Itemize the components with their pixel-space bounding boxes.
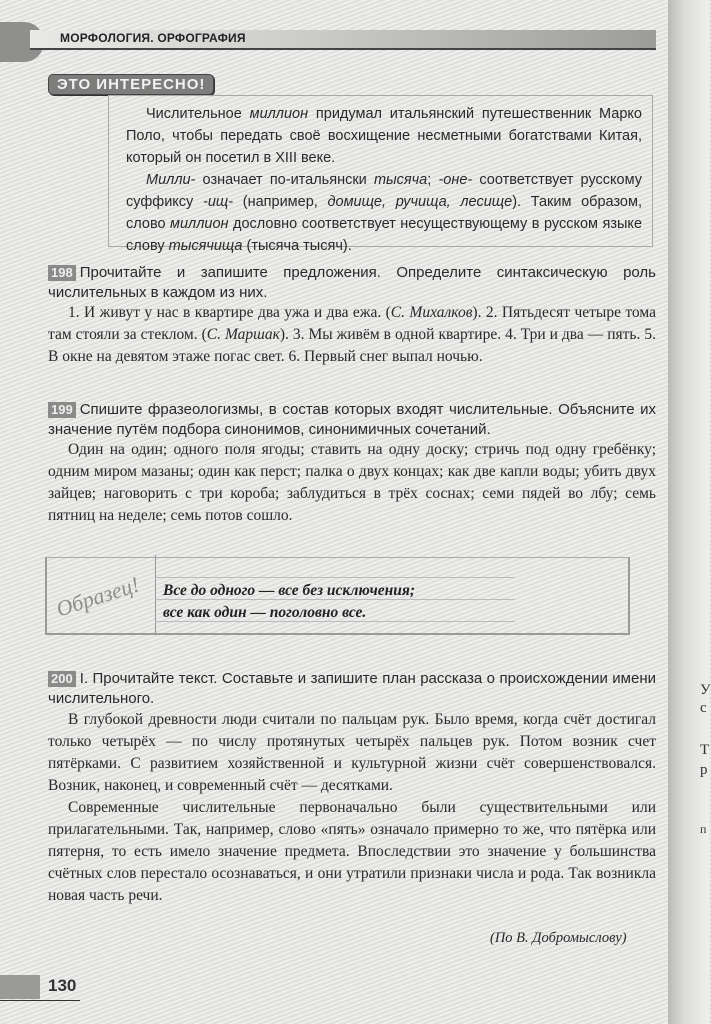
italic-text: миллион [249, 106, 309, 122]
sample-line-2: все как один — поголовно все. [163, 604, 367, 621]
italic-text: С. Михалков [390, 304, 473, 321]
exercise-task: Прочитайте и запишите предложения. Определите синтаксическую роль числительных в каждом из них. [48, 264, 656, 301]
sample-label: Образец! [53, 571, 143, 622]
text: 1. И живут у нас в квартире два ужа и два ежа. ( [68, 304, 391, 321]
next-page-fragment: У [700, 682, 711, 698]
text: ). 3. Мы живём в одной квартире. 4. Три и два — пять. 5. В окне на девятом этаже погас свет. 6. Первый снег выпал ночью. [48, 326, 656, 365]
italic-text: тысячища [168, 238, 243, 254]
sample-line-1: Все до одного — все без исключения; [163, 582, 415, 599]
paragraph [48, 439, 656, 527]
italic-text: миллион [170, 216, 229, 232]
italic-text: Милли- [146, 172, 196, 188]
paragraph [48, 709, 656, 797]
page-rule [0, 1000, 80, 1001]
text: Современные числительные первоначально были существительными или прилагательными. Так, например, слово «пять» означало примерно то же, что пятёрка или пятерня, то есть имело значение предмета. Впоследствии это значение у большинства счётных слов перестало осознаваться, и они утратили признаки числа и рода. Так возникла новая часть речи. [48, 799, 656, 904]
exercise-200 [48, 669, 656, 709]
exercise-198 [48, 263, 656, 303]
paragraph [126, 169, 642, 257]
exercise-199-text [48, 439, 656, 527]
text: ; [427, 172, 439, 188]
page-tab [0, 975, 40, 999]
source-citation: (По В. Добромыслову) [490, 930, 627, 946]
next-page-fragment: с [700, 700, 707, 716]
text: соответствует русскому суффиксу [126, 172, 643, 210]
italic-text: -ищ- [203, 194, 234, 210]
exercise-task: Спишите фразеологизмы, в состав которых входят числительные. Объясните их значение путём подбора синонимов, синонимичных сочетаний. [48, 401, 656, 438]
next-page-fragment: р [700, 762, 708, 778]
sample-text [163, 580, 415, 624]
exercise-number: 200 [48, 671, 76, 687]
text: Числительное [146, 106, 250, 122]
interesting-badge: ЭТО ИНТЕРЕСНО! [48, 74, 214, 95]
next-page-fragment: Т [700, 742, 710, 758]
exercise-number: 199 [48, 402, 76, 418]
page-number: 130 [48, 976, 77, 995]
exercise-task: I. Прочитайте текст. Составьте и запишите план рассказа о происхождении имени числительного. [48, 670, 656, 707]
italic-text: домище, ручища, лесище [327, 194, 513, 210]
italic-text: С. Маршак [206, 326, 280, 343]
exercise-199 [48, 400, 656, 440]
exercise-198-text [48, 302, 656, 368]
italic-text: тысяча [373, 172, 428, 188]
text: придумал итальянский путешественник Марко Поло, чтобы передать своё восхищение несметными богатствами Китая, который он посетил в XIII веке. [126, 106, 642, 166]
text: В глубокой древности люди считали по пальцам рук. Было время, когда счёт достигал только четырёх — по числу протянутых четырёх пальцев рук. Потом возник счет пятёрками. С развитием хозяйственной и культурной жизни счёт совершенствовался. Возник, наконец, и современный счёт — десятками. [48, 711, 656, 794]
next-page-fragment: п [700, 822, 707, 836]
sample-divider [155, 555, 156, 635]
info-text [126, 103, 642, 257]
italic-text: -оне- [438, 172, 473, 188]
text: ). Таким образом, слово [126, 194, 642, 232]
text: Один на один; одного поля ягоды; ставить на одну доску; стричь под одну гребёнку; одним миром мазаны; один как перст; палка о двух концах; как две капли воды; убить двух зайцев; наговорить с три короба; заблудиться в трёх соснах; семи пядей во лбу; семь пятниц на неделе; семь потов сошло. [48, 441, 656, 524]
sample-rule [155, 577, 515, 578]
paragraph [48, 797, 656, 907]
text: ). 2. Пятьдесят четыре тома там стояли за стеклом. ( [48, 304, 656, 343]
text: (тысяча тысяч). [242, 238, 352, 254]
text: дословно соответствует несуществующему в русском языке слову [126, 216, 643, 254]
paragraph [126, 103, 642, 169]
exercise-number: 198 [48, 265, 76, 281]
paragraph [48, 302, 656, 368]
text: означает по-итальянски [195, 172, 374, 188]
next-page-edge [668, 0, 709, 1024]
text: (например, [233, 194, 328, 210]
exercise-200-text [48, 709, 656, 907]
section-title: МОРФОЛОГИЯ. ОРФОГРАФИЯ [60, 31, 246, 45]
